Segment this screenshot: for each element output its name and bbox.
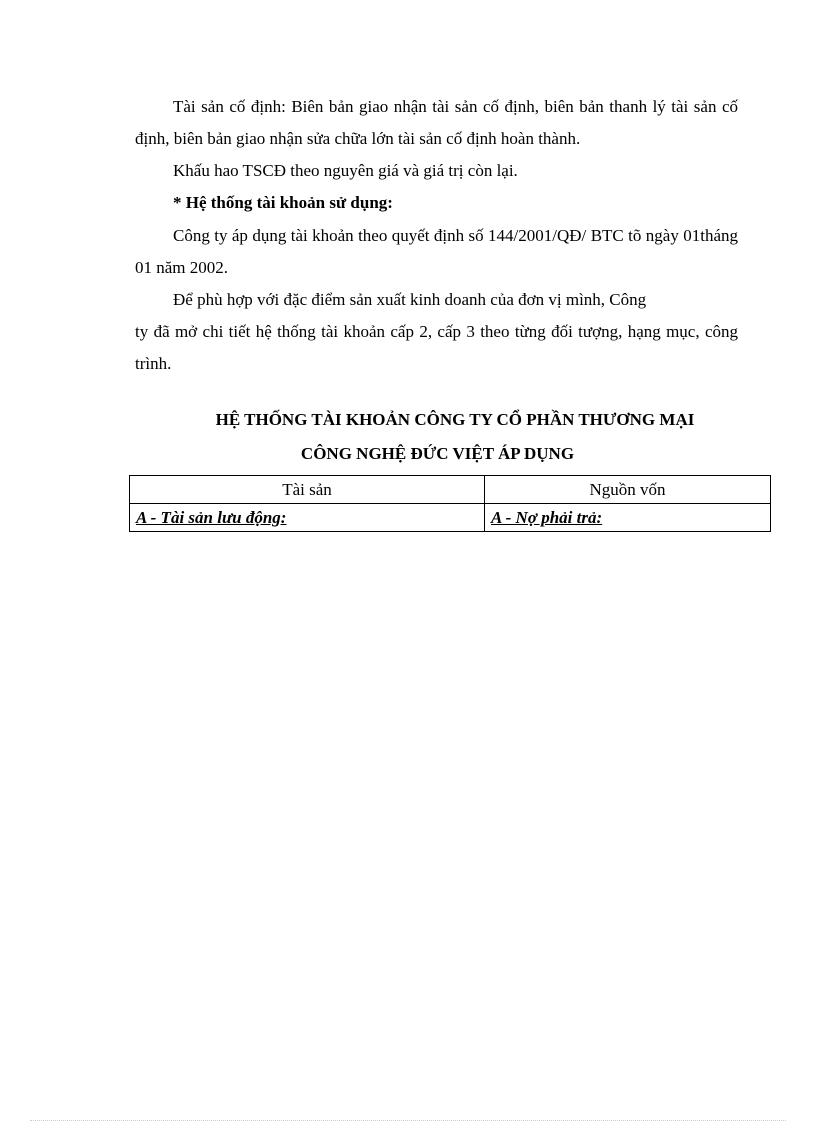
paragraph-fixed-assets: Tài sản cố định: Biên bản giao nhận tài sản cố định, biên bản thanh lý tài sản cố định, biên bản giao nhận sửa chữa lớn tài sản cố định hoàn thành. [135,97,738,148]
paragraph-depreciation: Khấu hao TSCĐ theo nguyên giá và giá trị còn lại. [173,161,518,180]
paragraph-regulation: Công ty áp dụng tài khoản theo quyết định số 144/2001/QĐ/ BTC tõ ngày 01tháng 01 năm 2002. [135,226,738,277]
header-assets: Tài sản [130,476,485,504]
page-bottom-divider [30,1120,786,1121]
table-title-line1: HỆ THỐNG TÀI KHOẢN CÔNG TY CỔ PHẦN THƯƠNG MẠI [215,410,695,429]
table-row [130,504,771,532]
paragraph-detail-line1: Để phù hợp với đặc điểm sản xuất kinh doanh của đơn vị mình, Công [173,290,647,309]
paragraph-detail-rest: ty đã mở chi tiết hệ thống tài khoản cấp 2, cấp 3 theo từng đối tượng, hạng mục, công trình. [135,322,738,373]
table-title-line2: CÔNG NGHỆ ĐỨC VIỆT ÁP DỤNG [300,444,575,463]
section-heading: * Hệ thống tài khoản sử dụng: [173,193,393,212]
account-system-table [129,475,771,532]
table-header-row [130,476,771,504]
cell-liabilities: A - Nợ phải trả: [485,504,771,532]
header-capital-sources: Nguồn vốn [485,476,771,504]
cell-current-assets: A - Tài sản lưu động: [130,504,485,532]
